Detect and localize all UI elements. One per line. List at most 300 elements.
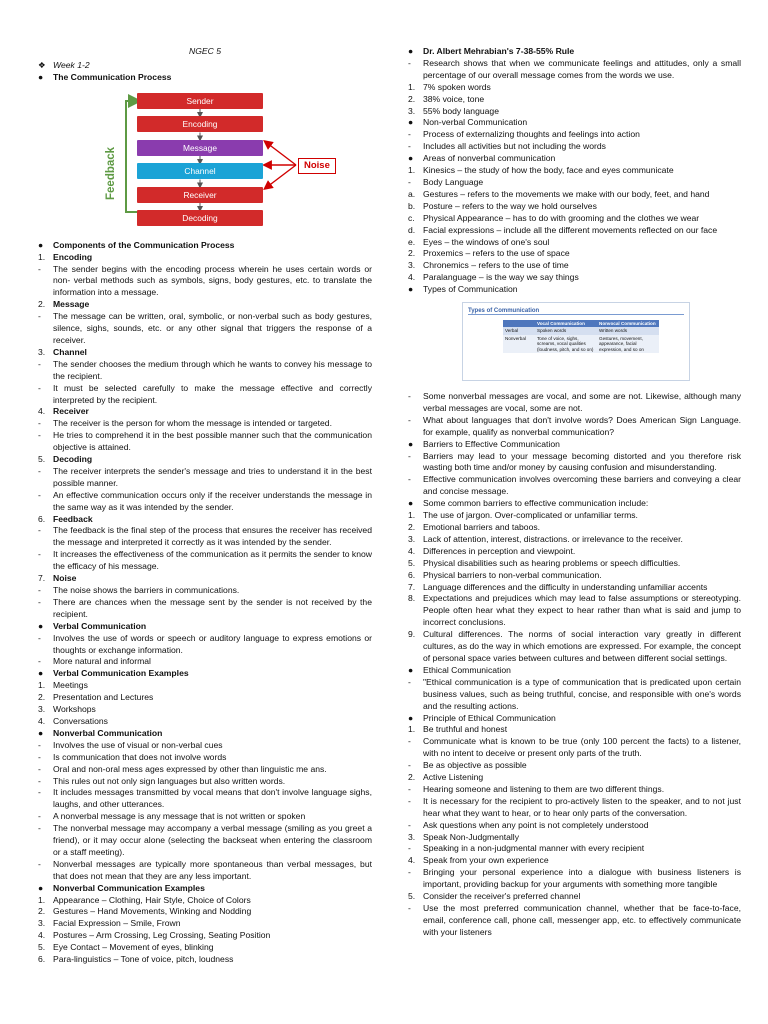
list-item-text: Non-verbal Communication: [423, 117, 528, 128]
list-item-text: Decoding: [53, 454, 93, 465]
list-marker: -: [408, 783, 411, 794]
list-marker: -: [38, 418, 41, 429]
types-of-communication-table: [462, 302, 690, 381]
table-header-cell: [503, 320, 535, 327]
table-cell: Tone of voice, sighs, screams, vocal qualities (loudness, pitch, and so on): [535, 335, 597, 353]
list-item-text: It includes messages transmitted by vocal means that don't involve language sighs, laughs, and other utterances.: [53, 787, 372, 810]
list-item-text: Consider the receiver's preferred channel: [423, 891, 581, 902]
list-marker: -: [38, 596, 41, 607]
list-item-text: A nonverbal message is any message that is not written or spoken: [53, 811, 306, 822]
list-item-text: Cultural differences. The norms of social interaction vary greatly in different cultures, as do the way in which emotions are expressed. For example, the concept of personal space varies between cultures and between different social settings.: [423, 629, 741, 663]
list-item: [38, 418, 372, 430]
list-item-text: The sender begins with the encoding process wherein he uses certain words or non- verbal methods such as symbols, signs, body gestures, etc. to translate the information into a message.: [53, 263, 372, 298]
list-item: [38, 406, 372, 418]
list-item-text: The noise shows the barriers in communications.: [53, 585, 240, 595]
list-marker: 6.: [38, 513, 46, 524]
list-item: [38, 764, 372, 776]
right-column: [408, 46, 741, 939]
list-item: [408, 843, 741, 855]
list-item-text: Facial Expression – Smile, Frown: [53, 918, 181, 929]
list-marker: -: [408, 391, 411, 402]
list-item-text: Nonverbal Communication: [53, 727, 163, 738]
list-marker: -: [408, 414, 411, 425]
list-item-text: Postures – Arm Crossing, Leg Crossing, Seating Position: [53, 930, 271, 941]
list-item: [38, 942, 372, 954]
list-item: [38, 490, 372, 514]
list-item-text: Areas of nonverbal communication: [423, 153, 556, 164]
list-marker: ●: [408, 664, 414, 675]
list-marker: 3.: [38, 918, 46, 929]
list-marker: 1.: [38, 251, 46, 262]
list-item-text: It must be selected carefully to make the message effective and correctly interpreted by the recipient.: [53, 382, 372, 405]
list-item-text: Some nonverbal messages are vocal, and some are not. Likewise, although many verbal messages are vocal, some are not.: [423, 391, 741, 413]
list-item: [38, 383, 372, 407]
list-marker: -: [38, 465, 41, 476]
list-item-text: Be as objective as possible: [423, 760, 527, 771]
table-row: [503, 335, 659, 353]
list-item: [408, 498, 741, 510]
list-marker: -: [38, 549, 41, 560]
list-marker: 4.: [408, 855, 416, 866]
list-item: [38, 728, 372, 740]
list-item: [408, 106, 741, 118]
list-item-text: Speak Non-Judgmentally: [423, 831, 520, 842]
process-step-message: Message: [137, 140, 263, 156]
list-item: [408, 784, 741, 796]
list-item-text: He tries to comprehend it in the best possible manner such that the communication objective is attained.: [53, 430, 372, 453]
list-marker: a.: [408, 188, 416, 199]
list-marker: -: [408, 450, 411, 461]
list-item-text: Verbal Communication: [53, 620, 147, 631]
list-item: [408, 867, 741, 891]
list-item: [38, 585, 372, 597]
list-marker: 1.: [38, 894, 46, 905]
list-item-text: There are chances when the message sent by the sender is not received by the recipient.: [53, 596, 372, 619]
list-item: [38, 895, 372, 907]
list-item: [38, 454, 372, 466]
list-marker: 2.: [38, 906, 46, 917]
list-item-text: 7% spoken words: [423, 81, 491, 92]
list-item: [38, 740, 372, 752]
list-item: [38, 906, 372, 918]
list-item: [38, 930, 372, 942]
list-item-text: The feedback is the final step of the process that ensures the receiver has received the message and interpreted it correctly as it was intended by the sender.: [53, 525, 372, 548]
list-marker: ●: [408, 712, 414, 723]
list-marker: -: [38, 858, 41, 869]
list-item-text: This rules out not only sign languages but also written words.: [53, 775, 286, 786]
list-item-text: Involves the use of visual or non-verbal cues: [53, 739, 223, 750]
list-item: [408, 713, 741, 725]
list-item: [38, 573, 372, 585]
list-marker: 3.: [38, 704, 46, 715]
list-marker: 6.: [38, 954, 46, 965]
list-item: [408, 82, 741, 94]
list-item: [408, 724, 741, 736]
list-item: [408, 225, 741, 237]
list-item: [38, 549, 372, 573]
list-marker: c.: [408, 212, 415, 223]
list-marker: 2.: [38, 692, 46, 703]
process-step-receiver: Receiver: [137, 187, 263, 203]
list-item: [408, 439, 741, 451]
list-item: [408, 474, 741, 498]
list-marker: -: [38, 811, 41, 822]
list-marker: -: [408, 57, 411, 68]
list-marker: -: [38, 763, 41, 774]
list-marker: 1.: [408, 81, 416, 92]
list-item-text: Active Listening: [423, 772, 484, 783]
list-item-text: Speaking in a non-judgmental manner with every recipient: [423, 843, 645, 854]
list-item: [38, 859, 372, 883]
list-item: [408, 736, 741, 760]
list-item-text: Expectations and prejudices which may lead to false assumptions or stereotyping. People often hear what they expect to hear rather than what is said and jump to incorrect conclusions.: [423, 593, 741, 628]
list-marker: b.: [408, 200, 416, 211]
list-item-text: The message can be written, oral, symbolic, or non-verbal such as body gestures, silence, sighs, sounds, etc. or any other signal that triggers the response of a receiver.: [53, 311, 372, 345]
right-item-list: [408, 46, 741, 939]
noise-label: Noise: [298, 158, 336, 174]
list-marker: -: [408, 843, 411, 854]
document-title: NGEC 5: [189, 46, 221, 56]
list-item-text: Gestures – refers to the movements we make with our body, feet, and hand: [423, 188, 710, 199]
list-item: [38, 252, 372, 264]
list-item-text: Is communication that does not involve words: [53, 751, 227, 762]
list-item: [408, 593, 741, 629]
list-marker: -: [408, 676, 411, 687]
process-step-encoding: Encoding: [137, 116, 263, 132]
list-item: [38, 787, 372, 811]
list-item: [408, 177, 741, 189]
list-item: [38, 668, 372, 680]
list-item: [38, 752, 372, 764]
table-cell: Written words: [597, 327, 659, 334]
list-item: [408, 546, 741, 558]
list-item: [38, 633, 372, 657]
table-header-cell: Nonvocal Communication: [597, 320, 659, 327]
list-item-text: Encoding: [53, 251, 93, 262]
list-marker: -: [408, 129, 411, 140]
list-item: [408, 248, 741, 260]
list-item-text: The receiver is the person for whom the message is intended or targeted.: [53, 418, 332, 429]
list-marker: e.: [408, 236, 416, 247]
list-marker: 4.: [38, 715, 46, 726]
noise-arrow-message: [267, 143, 296, 165]
list-item-text: Language differences and the difficulty in understanding unfamiliar accents: [423, 581, 708, 592]
list-item-text: Gestures – Hand Movements, Winking and Nodding: [53, 906, 252, 917]
list-item-text: Principle of Ethical Communication: [423, 712, 556, 723]
list-marker: 3.: [38, 346, 46, 357]
list-marker: 7.: [38, 573, 46, 584]
list-marker: -: [408, 867, 411, 878]
list-item-text: Effective communication involves overcoming these barriers and conveying a clear and concise message.: [423, 474, 741, 497]
list-item-text: Feedback: [53, 513, 93, 524]
list-item: [408, 129, 741, 141]
list-item: [408, 260, 741, 272]
list-item: [408, 451, 741, 475]
list-marker: -: [38, 775, 41, 786]
list-item: [38, 823, 372, 859]
list-marker: -: [38, 739, 41, 750]
list-marker: -: [38, 632, 41, 643]
list-item: [38, 299, 372, 311]
list-item: [38, 347, 372, 359]
list-item-text: The sender chooses the medium through which he wants to convey his message to the recipient.: [53, 358, 372, 381]
list-item-text: The nonverbal message may accompany a verbal message (smiling as you greet a friend), or it may occur alone (selecting the backseat when entering the classroom or a staff meeting).: [53, 823, 372, 857]
list-item-text: Hearing someone and listening to them are two different things.: [423, 783, 665, 794]
feedback-label: Feedback: [105, 146, 117, 200]
list-item-text: The Communication Process: [53, 71, 172, 82]
list-item-text: The use of jargon. Over-complicated or unfamiliar terms.: [423, 510, 638, 521]
list-item: [408, 903, 741, 939]
list-item-text: Posture – refers to the way we hold ourselves: [423, 200, 597, 211]
list-item: [408, 820, 741, 832]
list-marker: -: [408, 736, 411, 747]
list-marker: -: [38, 823, 41, 834]
list-item: [408, 832, 741, 844]
list-item-text: Ethical Communication: [423, 664, 511, 675]
list-item-text: Be truthful and honest: [423, 724, 508, 735]
list-item: [38, 918, 372, 930]
list-marker: 5.: [408, 891, 416, 902]
list-marker: 6.: [408, 569, 416, 580]
list-marker: ●: [408, 438, 414, 449]
list-marker: 1.: [408, 724, 416, 735]
list-item: [38, 716, 372, 728]
list-marker: 4.: [38, 406, 46, 417]
list-item: [38, 656, 372, 668]
list-item: [408, 772, 741, 784]
list-item: [408, 510, 741, 522]
list-item-text: Conversations: [53, 715, 108, 726]
list-item: [408, 237, 741, 249]
list-marker: -: [38, 311, 41, 322]
list-marker: 3.: [408, 831, 416, 842]
list-marker: 3.: [408, 260, 416, 271]
list-item: [408, 153, 741, 165]
list-item-text: Use the most preferred communication channel, whether that be face-to-face, email, conference call, phone call, messenger app, etc. to effectively communicate with your listeners: [423, 903, 741, 937]
feedback-loop-arrow: [126, 101, 137, 212]
list-item: [408, 141, 741, 153]
list-item: [38, 883, 372, 895]
list-marker: 3.: [408, 105, 416, 116]
table-title-rule: [468, 314, 684, 315]
list-item: [408, 94, 741, 106]
list-item: [408, 677, 741, 713]
list-marker: -: [408, 819, 411, 830]
list-item: [38, 514, 372, 526]
list-item: [408, 522, 741, 534]
list-marker: -: [408, 474, 411, 485]
list-marker: 5.: [38, 942, 46, 953]
list-item-text: Eye Contact – Movement of eyes, blinking: [53, 942, 214, 953]
table-cell: Spoken words: [535, 327, 597, 334]
list-marker: -: [408, 141, 411, 152]
list-item-text: Nonverbal messages are typically more spontaneous than verbal messages, but that does not mean that they are any less important.: [53, 858, 372, 881]
list-item-text: It is necessary for the recipient to pro-actively listen to the speaker, and to not just hear what they want to hear, or to hear only parts of the conversation.: [423, 795, 741, 818]
list-item: [408, 796, 741, 820]
list-item-text: Week 1-2: [53, 59, 90, 70]
list-item: [408, 760, 741, 772]
list-item-text: Ask questions when any point is not completely understood: [423, 819, 649, 830]
list-marker: -: [408, 760, 411, 771]
list-marker: ❖: [38, 59, 46, 70]
list-item: [38, 692, 372, 704]
list-item: [408, 629, 741, 665]
list-marker: 3.: [408, 533, 416, 544]
list-marker: -: [38, 263, 41, 274]
list-item-text: Kinesics – the study of how the body, face and eyes communicate: [423, 165, 674, 176]
table-cell: Nonverbal: [503, 335, 535, 353]
list-item-text: Communicate what is known to be true (only 100 percent the facts) to a listener, with no intent to deceive or present only parts of the truth.: [423, 736, 741, 759]
list-item-text: Physical disabilities such as hearing problems or speech difficulties.: [423, 557, 681, 568]
list-item: [38, 811, 372, 823]
list-marker: -: [38, 525, 41, 536]
list-item: [408, 58, 741, 82]
list-marker: -: [408, 176, 411, 187]
list-item: [408, 165, 741, 177]
list-marker: -: [38, 358, 41, 369]
list-marker: 2.: [408, 93, 416, 104]
list-item-text: Barriers to Effective Communication: [423, 438, 560, 449]
list-item-text: Some common barriers to effective communication include:: [423, 498, 649, 509]
list-marker: ●: [408, 46, 414, 56]
list-item-text: Message: [53, 299, 90, 310]
list-item: [38, 525, 372, 549]
list-marker: -: [408, 795, 411, 806]
list-item: [408, 665, 741, 677]
list-marker: 2.: [38, 299, 46, 310]
list-item: [38, 359, 372, 383]
list-marker: 2.: [408, 772, 416, 783]
list-item-text: Research shows that when we communicate feelings and attitudes, only a small percentage of our overall message comes from the words we use.: [423, 57, 741, 80]
list-item: [38, 621, 372, 633]
process-step-channel: Channel: [137, 163, 263, 179]
list-item-text: Includes all activities but not including the words: [423, 141, 606, 152]
list-item-text: "Ethical communication is a type of communication that is predicated upon certain business values, such as being truthful, concise, and responsible with one's words and the resulting actions.: [423, 676, 741, 711]
list-item: [408, 117, 741, 129]
list-marker: 2.: [408, 248, 416, 259]
list-marker: 4.: [408, 272, 416, 283]
list-item-text: Nonverbal Communication Examples: [53, 882, 205, 893]
list-item: [408, 272, 741, 284]
list-item: [408, 415, 741, 439]
list-marker: ●: [38, 668, 44, 679]
list-item-text: Speak from your own experience: [423, 855, 549, 866]
list-marker: 8.: [408, 593, 416, 604]
list-marker: -: [408, 903, 411, 913]
table-header-cell: Vocal Communication: [535, 320, 597, 327]
list-item: [408, 391, 741, 415]
left-item-list: [38, 60, 372, 966]
list-marker: 1.: [408, 510, 416, 521]
list-marker: ●: [38, 727, 44, 738]
list-item-text: Noise: [53, 573, 77, 584]
list-item: [38, 704, 372, 716]
list-item: [38, 311, 372, 347]
list-item-text: Channel: [53, 346, 87, 357]
list-marker: -: [38, 382, 41, 393]
list-marker: 2.: [408, 522, 416, 532]
list-marker: 5.: [38, 454, 46, 465]
table-cell: Verbal: [503, 327, 535, 334]
list-item: [38, 776, 372, 788]
list-item-text: Bringing your personal experience into a dialogue with business listeners is important, providing backup for your arguments with something more tangible: [423, 867, 741, 890]
list-item-text: An effective communication occurs only if the receiver understands the message in the same way as it was intended by the sender.: [53, 489, 372, 512]
list-marker: 5.: [408, 557, 416, 568]
list-item-text: Lack of attention, interest, distractions. or irrelevance to the receiver.: [423, 533, 683, 544]
list-item-text: Workshops: [53, 704, 96, 715]
list-item: [38, 430, 372, 454]
list-item: [408, 558, 741, 570]
list-marker: 4.: [38, 930, 46, 941]
list-item-text: Emotional barriers and taboos.: [423, 522, 541, 532]
list-item: [408, 189, 741, 201]
left-column: [38, 46, 372, 966]
list-item-text: Meetings: [53, 680, 88, 691]
list-marker: -: [38, 751, 41, 762]
list-marker: 7.: [408, 581, 416, 592]
list-item: [408, 213, 741, 225]
list-item-text: Process of externalizing thoughts and feelings into action: [423, 129, 640, 140]
list-marker: -: [38, 656, 41, 667]
list-item-text: Differences in perception and viewpoint.: [423, 545, 576, 556]
list-item: [38, 954, 372, 966]
list-item-text: Eyes – the windows of one's soul: [423, 236, 550, 247]
table-cell: Gestures, movement, appearance, facial expression, and so on: [597, 335, 659, 353]
list-item-text: Physical Appearance – has to do with grooming and the clothes we wear: [423, 212, 700, 223]
table-row: [503, 327, 659, 334]
list-item: [408, 534, 741, 546]
list-item: [408, 284, 741, 296]
list-item: [408, 201, 741, 213]
list-item-text: Presentation and Lectures: [53, 692, 154, 703]
list-item-text: 55% body language: [423, 105, 499, 116]
list-item-text: Body Language: [423, 176, 484, 187]
list-item: [408, 46, 741, 58]
list-item-text: Oral and non-oral mess ages expressed by other than linguistic me ans.: [53, 763, 327, 774]
list-marker: ●: [38, 71, 44, 82]
list-marker: d.: [408, 224, 416, 235]
noise-arrow-receiver: [267, 165, 296, 187]
list-marker: ●: [408, 498, 414, 509]
process-step-decoding: Decoding: [137, 210, 263, 226]
list-item: [38, 680, 372, 692]
table-title: Types of Communication: [468, 308, 540, 315]
list-marker: ●: [408, 284, 414, 295]
list-item-text: More natural and informal: [53, 656, 151, 667]
list-item-text: Involves the use of words or speech or auditory language to express emotions or thoughts or exchange information.: [53, 632, 372, 655]
list-marker: ●: [38, 239, 44, 250]
communication-process-diagram: [38, 87, 372, 234]
list-item: [408, 855, 741, 867]
list-item-text: Para-linguistics – Tone of voice, pitch, loudness: [53, 954, 234, 965]
list-marker: ●: [408, 153, 414, 164]
list-item-text: What about languages that don't involve words? Does American Sign Language. for example, qualify as nonverbal communication?: [423, 414, 741, 437]
list-item-text: 38% voice, tone: [423, 93, 485, 104]
list-item: [408, 570, 741, 582]
list-item-text: Barriers may lead to your message becoming distorted and you therefore risk wasting both time and/or money by causing confusion and misunderstanding.: [423, 450, 741, 473]
list-marker: ●: [408, 117, 414, 128]
process-step-sender: Sender: [137, 93, 263, 109]
list-marker: -: [38, 489, 41, 500]
list-item-text: Types of Communication: [423, 284, 518, 295]
list-marker: -: [38, 430, 41, 441]
list-marker: ●: [38, 620, 44, 631]
list-item-text: Physical barriers to non-verbal communication.: [423, 569, 602, 580]
list-item-text: Appearance – Clothing, Hair Style, Choice of Colors: [53, 894, 251, 905]
list-item-text: Chronemics – refers to the use of time: [423, 260, 569, 271]
list-item: [38, 466, 372, 490]
list-item-text: The receiver interprets the sender's message and tries to understand it in the best possible manner.: [53, 465, 372, 488]
